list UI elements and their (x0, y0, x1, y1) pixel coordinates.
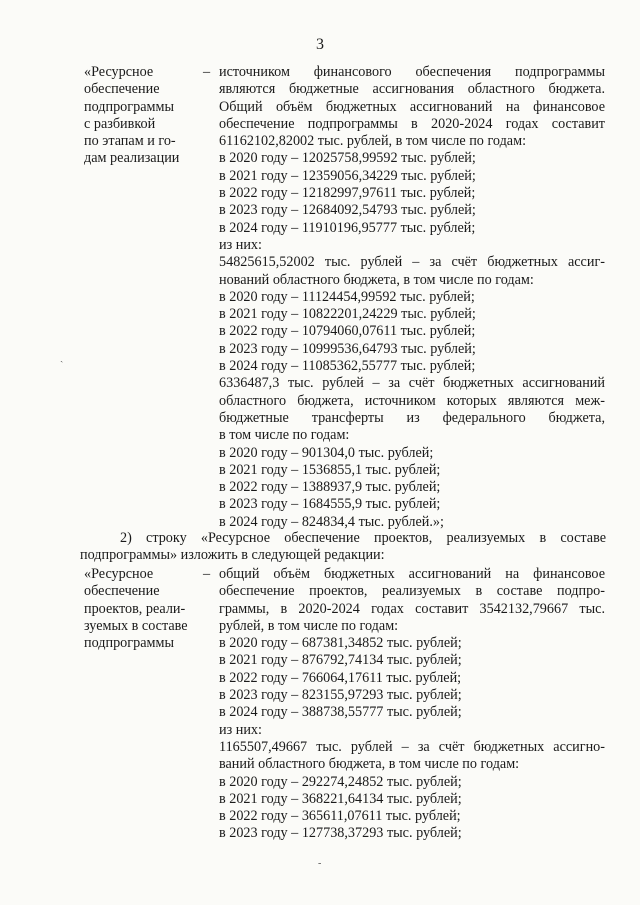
scan-speck: - (318, 858, 322, 869)
block2-regional-line: ваний областного бюджета, в том числе по годам: (219, 756, 520, 773)
block1-year-federal: в 2023 году – 1684555,9 тыс. рублей; (219, 496, 441, 513)
block2-label (84, 566, 202, 652)
block1-intro-line: обеспечение подпрограммы в 2020-2024 годах составит (219, 115, 605, 132)
block1-year-total: в 2021 году – 12359056,34229 тыс. рублей; (219, 167, 476, 184)
block1-year-federal: в 2020 году – 901304,0 тыс. рублей; (219, 444, 434, 461)
block2-label-line: «Ресурсное (84, 566, 154, 582)
block1-intro-line: являются бюджетные ассигнования областного бюджета. (219, 81, 605, 98)
block2-year-regional: в 2021 году – 368221,64134 тыс. рублей; (219, 790, 462, 807)
instruction-line: 2) строку «Ресурсное обеспечение проектов, реализуемых в составе (120, 530, 606, 546)
instruction-line: подпрограммы» изложить в следующей редакции: (80, 547, 385, 564)
block1-year-regional: в 2024 году – 11085362,55777 тыс. рублей; (219, 358, 476, 375)
block2-year-total: в 2020 году – 687381,34852 тыс. рублей; (219, 635, 462, 652)
block1-year-regional: в 2023 году – 10999536,64793 тыс. рублей; (219, 340, 476, 357)
block1-dash: – (203, 64, 211, 80)
block2-intro-line: обеспечение проектов, реализуемых в составе подпро- (219, 583, 605, 600)
block1-intro-line: источником финансового обеспечения подпрограммы (219, 64, 605, 80)
block1-federal-line: областного бюджета, источником которых являются меж- (219, 392, 605, 409)
block1-total-line: 61162102,82002 тыс. рублей, в том числе по годам: (219, 133, 527, 150)
block2-of-them: из них: (219, 721, 262, 738)
page-number: 3 (316, 36, 324, 53)
block1-regional-line: нований областного бюджета, в том числе по годам: (219, 271, 534, 288)
block1-label-line: обеспечение (84, 81, 160, 98)
block1-of-them: из них: (219, 236, 262, 253)
block1-year-regional: в 2021 году – 10822201,24229 тыс. рублей; (219, 306, 476, 323)
block1-year-total: в 2022 году – 12182997,97611 тыс. рублей; (219, 185, 476, 202)
block1-regional-line: 54825615,52002 тыс. рублей – за счёт бюджетных ассиг- (219, 254, 605, 271)
block2-label-line: подпрограммы (84, 635, 174, 652)
block2-year-total: в 2022 году – 766064,17611 тыс. рублей; (219, 669, 462, 686)
block1-year-regional: в 2020 году – 11124454,99592 тыс. рублей; (219, 288, 475, 305)
block1-label (84, 64, 202, 168)
block2-year-regional: в 2023 году – 127738,37293 тыс. рублей; (219, 825, 462, 842)
block2-regional-line: 1165507,49667 тыс. рублей – за счёт бюджетных ассигно- (219, 738, 605, 755)
block1-year-total: в 2020 году – 12025758,99592 тыс. рублей; (219, 150, 476, 167)
block2-dash: – (203, 566, 211, 582)
block1-year-federal: в 2022 году – 1388937,9 тыс. рублей; (219, 479, 441, 496)
block1-year-regional: в 2022 году – 10794060,07611 тыс. рублей; (219, 323, 476, 340)
block2-intro-line: рублей, в том числе по годам: (219, 617, 399, 634)
block1-label-line: «Ресурсное (84, 64, 154, 80)
block2-year-total: в 2021 году – 876792,74134 тыс. рублей; (219, 652, 462, 669)
block1-body (219, 64, 605, 531)
block1-year-federal: в 2021 году – 1536855,1 тыс. рублей; (219, 461, 441, 478)
block2-label-line: проектов, реали- (84, 600, 186, 617)
block2-year-total: в 2024 году – 388738,55777 тыс. рублей; (219, 704, 462, 721)
block2-year-total: в 2023 году – 823155,97293 тыс. рублей; (219, 687, 462, 704)
block1-year-total: в 2024 году – 11910196,95777 тыс. рублей; (219, 219, 476, 236)
block2-intro-line: граммы, в 2020-2024 годах составит 3542132,79667 тыс. (219, 600, 605, 617)
block1-label-line: по этапам и го- (84, 133, 176, 150)
block1-year-federal: в 2024 году – 824834,4 тыс. рублей.»; (219, 513, 444, 530)
block2-label-line: зуемых в составе (84, 617, 188, 634)
block1-label-line: с разбивкой (84, 115, 156, 132)
block1-federal-line: в том числе по годам: (219, 427, 350, 444)
block2-label-line: обеспечение (84, 583, 160, 600)
block2-body (219, 566, 605, 843)
block1-federal-line: 6336487,3 тыс. рублей – за счёт бюджетных ассигнований (219, 375, 605, 392)
scan-speck: ˎ (60, 352, 64, 363)
block1-label-line: дам реализации (84, 150, 180, 167)
block2-year-regional: в 2020 году – 292274,24852 тыс. рублей; (219, 773, 462, 790)
block1-label-line: подпрограммы (84, 98, 174, 115)
instruction-paragraph (80, 530, 606, 565)
block1-year-total: в 2023 году – 12684092,54793 тыс. рублей; (219, 202, 476, 219)
block2-intro-line: общий объём бюджетных ассигнований на финансовое (219, 566, 605, 582)
block1-intro-line: Общий объём бюджетных ассигнований на финансовое (219, 98, 605, 115)
block2-year-regional: в 2022 году – 365611,07611 тыс. рублей; (219, 808, 461, 825)
block1-federal-line: бюджетные трансферты из федерального бюджета, (219, 409, 605, 426)
